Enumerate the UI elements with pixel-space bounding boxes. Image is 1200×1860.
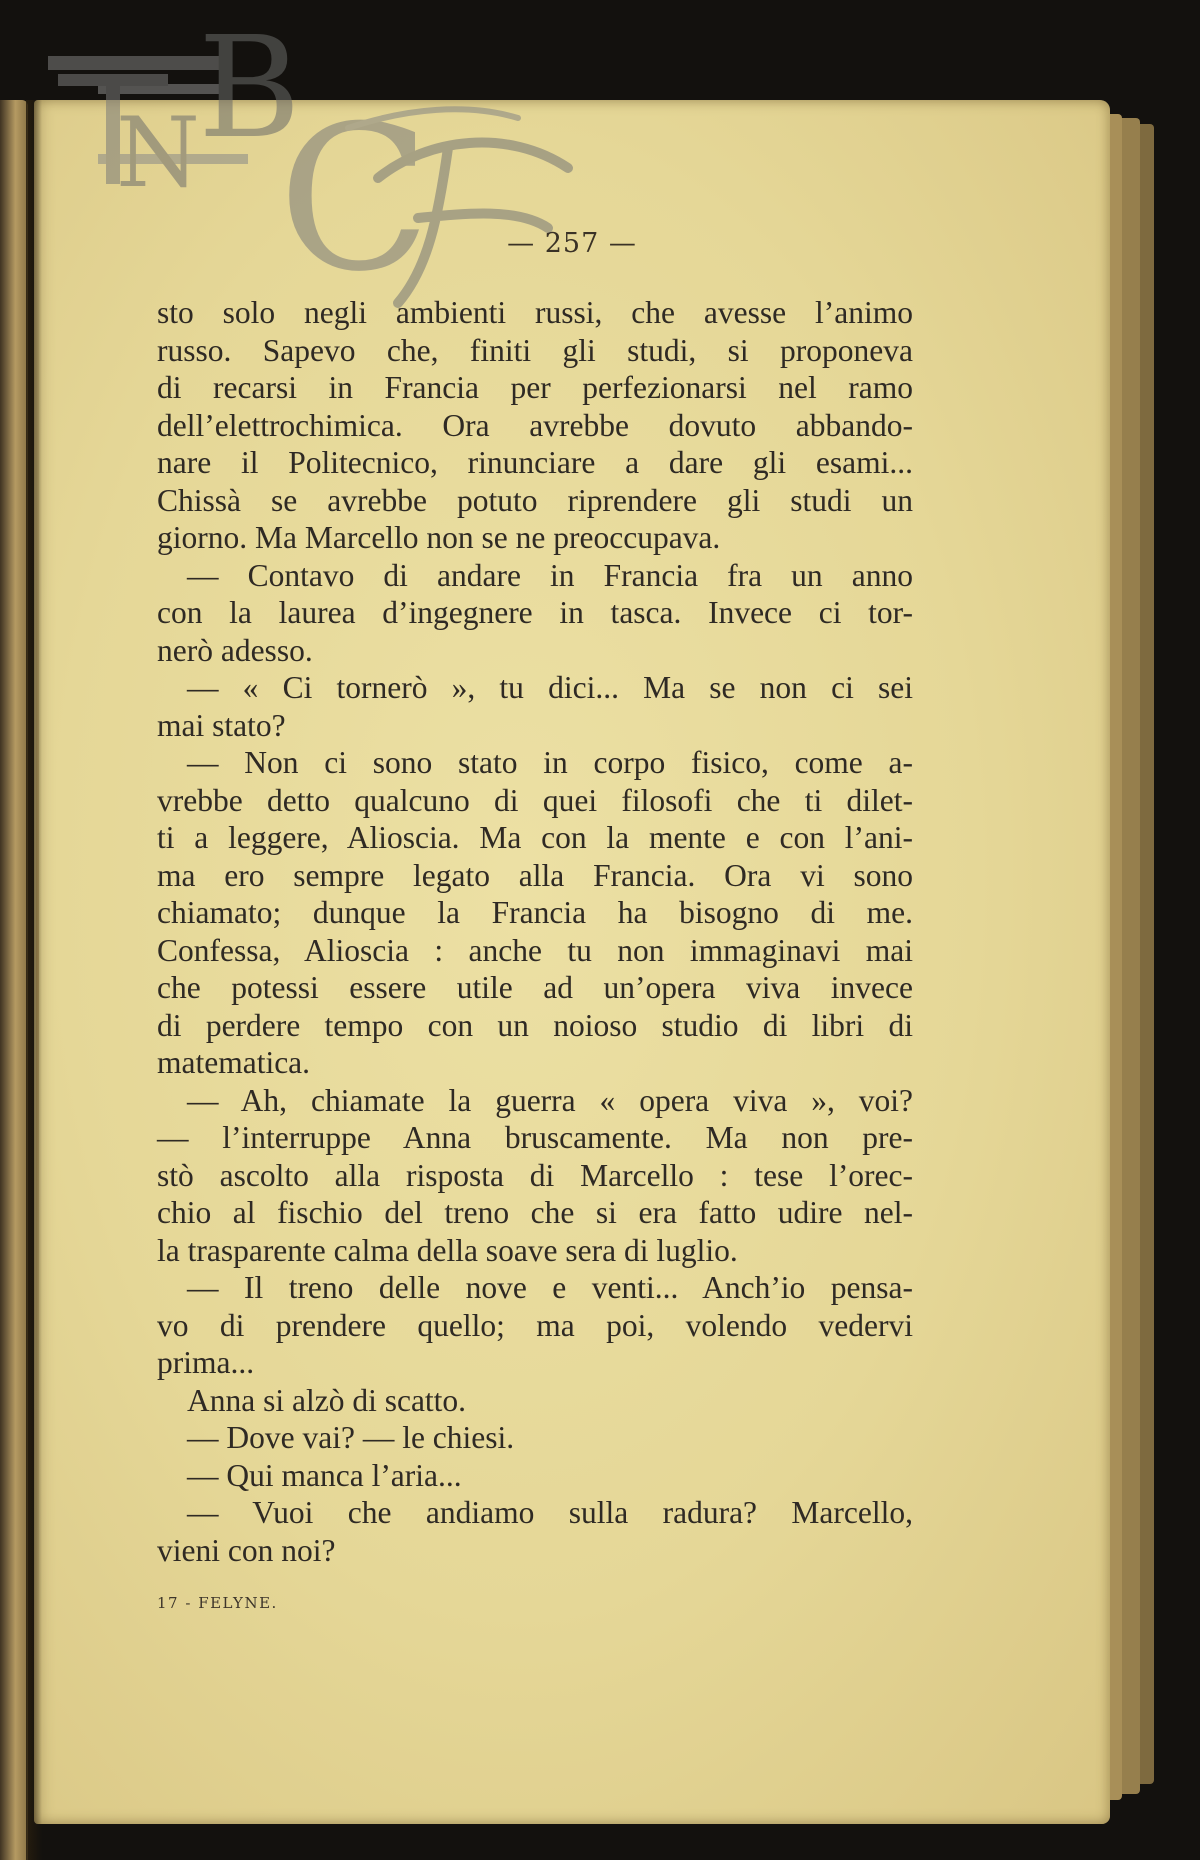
text-line: giorno. Ma Marcello non se ne preoccupava. bbox=[157, 520, 721, 555]
library-watermark-logo bbox=[48, 18, 608, 308]
text-line: prima... bbox=[157, 1345, 255, 1380]
text-line: — « Ci tornerò », tu dici... Ma se non ci sei bbox=[187, 670, 913, 705]
text-line: Anna si alzò di scatto. bbox=[187, 1382, 467, 1418]
text-line: — Non ci sono stato in corpo fisico, come a- bbox=[187, 745, 913, 780]
spine-shadow bbox=[26, 100, 42, 1860]
text-line: di perdere tempo con un noioso studio di libri di bbox=[157, 1007, 913, 1043]
library-watermark-logo bbox=[48, 18, 608, 308]
text-line: — Contavo di andare in Francia fra un anno bbox=[187, 557, 913, 593]
facing-page-edge bbox=[0, 100, 28, 1860]
text-line: vieni con noi? bbox=[157, 1532, 336, 1568]
text-line: — l’interruppe Anna bruscamente. Ma non pre- bbox=[157, 1120, 913, 1155]
text-line: — Qui manca l’aria... bbox=[187, 1457, 462, 1493]
text-line: di recarsi in Francia per perfezionarsi nel ramo bbox=[157, 370, 913, 405]
text-line: Confessa, Alioscia : anche tu non immaginavi mai bbox=[157, 932, 913, 968]
book-page bbox=[34, 100, 1110, 1824]
text-line: che potessi essere utile ad un’opera viva invece bbox=[157, 970, 913, 1005]
text-line: chio al fischio del treno che si era fatto udire nel- bbox=[157, 1195, 913, 1230]
watermark-letter-c: C bbox=[278, 83, 432, 308]
text-line: Chissà se avrebbe potuto riprendere gli studi un bbox=[157, 482, 913, 518]
text-line: ma ero sempre legato alla Francia. Ora vi sono bbox=[157, 857, 913, 893]
text-line: matematica. bbox=[157, 1045, 311, 1080]
text-line: chiamato; dunque la Francia ha bisogno di me. bbox=[157, 895, 913, 930]
text-line: — Ah, chiamate la guerra « opera viva », voi? bbox=[187, 1082, 913, 1118]
text-line: mai stato? bbox=[157, 707, 286, 743]
body-text bbox=[157, 294, 913, 1569]
text-line: dell’elettrochimica. Ora avrebbe dovuto abbando- bbox=[157, 407, 913, 443]
text-line: vrebbe detto qualcuno di quei filosofi che ti dilet- bbox=[157, 782, 913, 818]
text-line: russo. Sapevo che, finiti gli studi, si proponeva bbox=[157, 332, 913, 368]
text-line: vo di prendere quello; ma poi, volendo vedervi bbox=[157, 1307, 913, 1343]
text-line: sto solo negli ambienti russi, che avesse l’animo bbox=[157, 295, 913, 330]
text-line: la trasparente calma della soave sera di luglio. bbox=[157, 1232, 738, 1268]
watermark-letter-n: N bbox=[116, 97, 200, 209]
text-line: nare il Politecnico, rinunciare a dare gli esami... bbox=[157, 445, 913, 480]
text-line: stò ascolto alla risposta di Marcello : tese l’orec- bbox=[157, 1157, 913, 1193]
text-line: ti a leggere, Alioscia. Ma con la mente e con l’ani- bbox=[157, 820, 913, 855]
watermark-letter-b: B bbox=[198, 18, 301, 170]
text-line: con la laurea d’ingegnere in tasca. Invece ci tor- bbox=[157, 595, 913, 630]
text-line: — Il treno delle nove e venti... Anch’io pensa- bbox=[187, 1270, 913, 1305]
page-number: — 257 — bbox=[507, 228, 637, 259]
text-line: — Vuoi che andiamo sulla radura? Marcello, bbox=[187, 1495, 913, 1530]
footer-signature: 17 - FELYNE. bbox=[157, 1594, 278, 1612]
text-line: nerò adesso. bbox=[157, 632, 313, 668]
text-line: — Dove vai? — le chiesi. bbox=[187, 1420, 515, 1455]
page-fold-line bbox=[36, 120, 39, 1820]
